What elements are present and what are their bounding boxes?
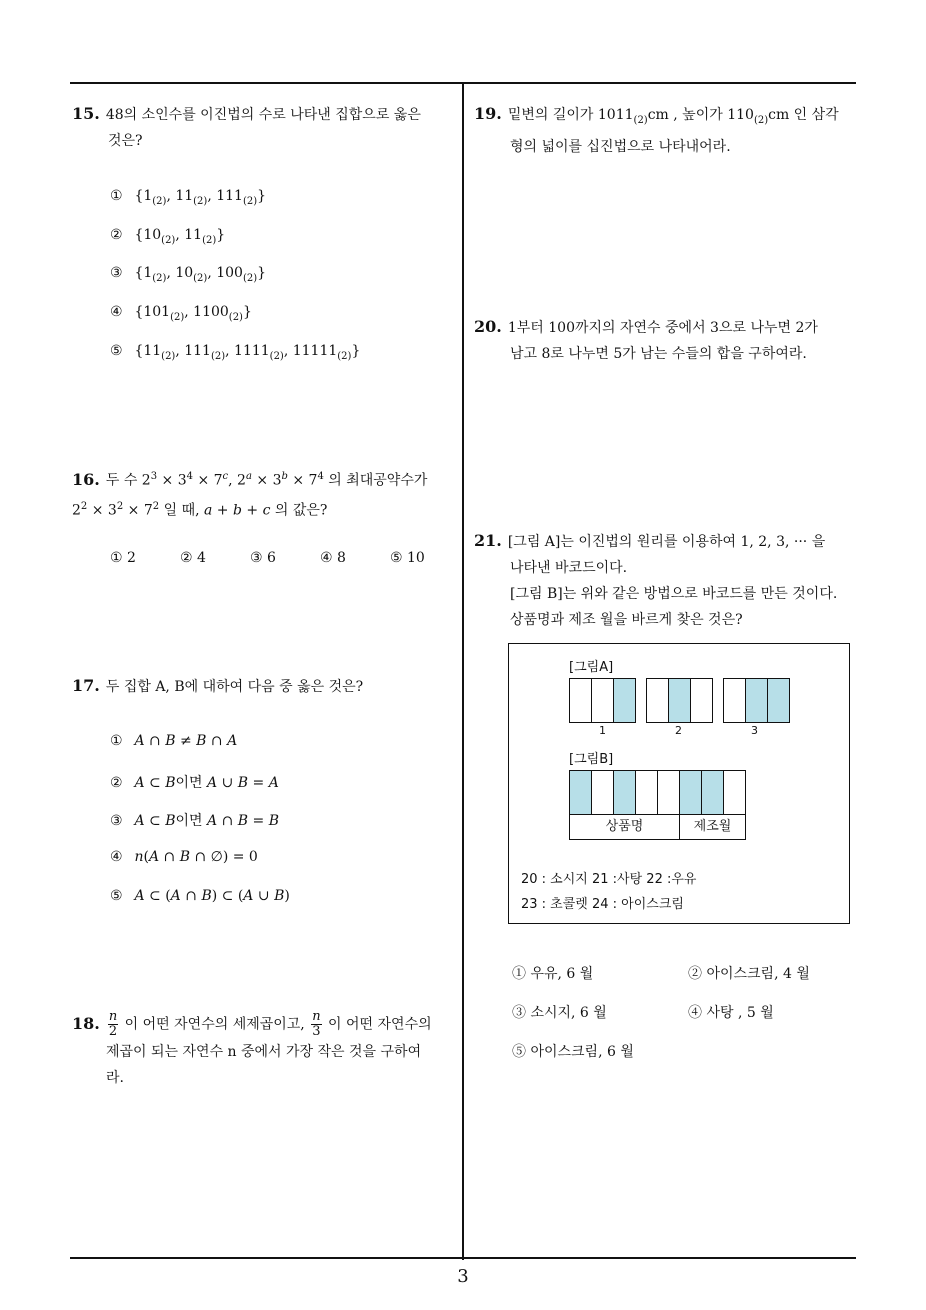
bar-1-label: 1 <box>599 724 606 737</box>
question-text-cont: 제곱이 되는 자연수 n 중에서 가장 작은 것을 구하여 <box>106 1044 422 1060</box>
option-17-1[interactable]: ① A ∩ B ≠ B ∩ A <box>110 733 238 749</box>
fraction-n-over-2: $\frac{n}{2}$ <box>108 1009 118 1039</box>
option-15-3[interactable]: ③ {$1_{(2)}$, $10_{(2)}$, $100_{(2)}$} <box>110 265 267 284</box>
option-text: 이면 <box>175 775 203 791</box>
bar-1-cell-1 <box>569 678 592 723</box>
question-number: 18. <box>72 1013 100 1033</box>
question-19: 19. 밑변의 길이가 $1011_{(2)}cm$ , 높이가 $110_{(2)}cm$ 인 삼각 형의 넓이를 십진법으로 나타내어라. <box>474 101 859 160</box>
option-label: ① <box>110 188 123 204</box>
question-text-cont: 나타낸 바코드이다. <box>510 560 628 576</box>
question-text: cm 인 삼각 <box>768 107 839 123</box>
bar-2-cell-1 <box>646 678 669 723</box>
bar-2-cell-2 <box>668 678 691 723</box>
bar-b-cell-8 <box>723 770 746 815</box>
option-label: ④ <box>110 304 123 320</box>
option-label: ⑤ <box>110 888 123 904</box>
option-text: 이면 <box>175 813 203 829</box>
option-15-5[interactable]: ⑤ {$11_{(2)}$, $111_{(2)}$, $1111_{(2)}$, $11111_{(2)}$} <box>110 343 361 362</box>
question-text: 1부터 100까지의 자연수 중에서 3으로 나누면 2가 <box>507 320 818 336</box>
option-17-3[interactable]: ③ A ⊂ B이면 A ∩ B = B <box>110 813 280 829</box>
question-text-cont: 남고 8로 나누면 5가 남는 수들의 합을 구하여라. <box>510 346 807 362</box>
month-caption <box>679 814 746 840</box>
bar-b-cell-5 <box>657 770 680 815</box>
bar-b-cell-3 <box>613 770 636 815</box>
bar-3-cell-1 <box>723 678 746 723</box>
option-label: ③ <box>110 265 123 281</box>
option-16-1[interactable]: ① 2 <box>110 550 136 566</box>
bar-b-cell-6 <box>679 770 702 815</box>
bar-b-cell-2 <box>591 770 614 815</box>
page-number: 3 <box>457 1266 469 1287</box>
question-text-cont: 라. <box>106 1070 124 1086</box>
bar-2-label: 2 <box>675 724 682 737</box>
option-15-2[interactable]: ② {$10_{(2)}$, $11_{(2)}$} <box>110 227 226 246</box>
question-text: 일 때, <box>163 502 200 519</box>
legend-line-1: 20 : 소시지 21 :사탕 22 :우유 <box>521 872 697 887</box>
question-text: 48의 소인수를 이진법의 수로 나타낸 집합으로 옳은 <box>105 107 421 123</box>
question-text: 두 수 <box>105 472 138 489</box>
month-caption-text: 제조월 <box>693 819 732 834</box>
option-21-3[interactable]: ③ 소시지, 6 월 <box>512 1005 607 1021</box>
bottom-rule <box>70 1257 856 1259</box>
option-17-5[interactable]: ⑤ A ⊂ (A ∩ B) ⊂ (A ∪ B) <box>110 888 290 904</box>
bar-3-label: 3 <box>751 724 758 737</box>
option-label: ① <box>110 733 123 749</box>
question-number: 16. <box>72 469 100 489</box>
question-21 <box>474 528 859 633</box>
option-label: ② <box>110 775 123 791</box>
question-text: 밑변의 길이가 <box>507 107 594 123</box>
question-text-cont: [그림 B]는 위와 같은 방법으로 바코드를 만든 것이다. <box>510 586 838 602</box>
figure-b-label: [그림B] <box>569 752 614 767</box>
option-label: ④ <box>110 849 123 865</box>
option-16-2[interactable]: ② 4 <box>180 550 206 566</box>
option-16-5[interactable]: ⑤ 10 <box>390 550 425 566</box>
question-18 <box>72 1010 462 1091</box>
bar-b-cell-4 <box>635 770 658 815</box>
question-17 <box>72 673 457 700</box>
question-number: 20. <box>474 317 502 336</box>
question-number: 15. <box>72 104 100 123</box>
option-16-3[interactable]: ③ 6 <box>250 550 276 566</box>
question-text-cont: 것은? <box>108 133 143 149</box>
option-21-5[interactable]: ⑤ 아이스크림, 6 월 <box>512 1044 634 1060</box>
option-15-1[interactable]: ① {$1_{(2)}$, $11_{(2)}$, $111_{(2)}$} <box>110 188 267 207</box>
legend-line-2: 23 : 초콜렛 24 : 아이스크림 <box>521 897 684 912</box>
option-21-2[interactable]: ② 아이스크림, 4 월 <box>688 966 810 982</box>
question-text: 두 집합 A, B에 대하여 다음 중 옳은 것은? <box>105 679 364 695</box>
option-16-4[interactable]: ④ 8 <box>320 550 346 566</box>
option-21-4[interactable]: ④ 사탕 , 5 월 <box>688 1005 774 1021</box>
product-caption-text: 상품명 <box>605 819 644 834</box>
question-text: [그림 A]는 이진법의 원리를 이용하여 1, 2, 3, ··· 을 <box>507 534 826 550</box>
question-number: 17. <box>72 676 100 695</box>
bar-b-cell-1 <box>569 770 592 815</box>
question-16: 16. 두 수 $2^3 \times 3^4 \times 7^c$, $2^a \times 3^b \times 7^4$ 의 최대공약수가 $2^2 \times 3^2 \times 7^2$ 일 때, a + b + c 의 값은? <box>72 469 428 519</box>
option-17-2[interactable]: ② A ⊂ B이면 A ∪ B = A <box>110 775 279 791</box>
bar-b-cell-7 <box>701 770 724 815</box>
product-caption <box>569 814 680 840</box>
figure-a-label: [그림A] <box>569 660 614 675</box>
option-21-1[interactable]: ① 우유, 6 월 <box>512 966 594 982</box>
question-text-cont: 상품명과 제조 월을 바르게 찾은 것은? <box>510 612 743 628</box>
option-label: ⑤ <box>110 343 123 359</box>
bar-3-cell-2 <box>745 678 768 723</box>
question-text-cont: 형의 넓이를 십진법으로 나타내어라. <box>510 138 731 155</box>
option-15-4[interactable]: ④ {$101_{(2)}$, $1100_{(2)}$} <box>110 304 252 323</box>
option-17-4[interactable]: ④ n(A ∩ B ∩ ∅) = 0 <box>110 849 258 865</box>
bar-1-cell-2 <box>591 678 614 723</box>
question-20 <box>474 314 859 367</box>
option-label: ③ <box>110 813 123 829</box>
question-text: 이 어떤 자연수의 <box>328 1016 432 1033</box>
barcode-figure <box>508 643 850 924</box>
bar-2-cell-3 <box>690 678 713 723</box>
bar-1-cell-3 <box>613 678 636 723</box>
question-text: cm , 높이가 <box>647 107 723 123</box>
bar-3-cell-3 <box>767 678 790 723</box>
question-text: 의 값은? <box>274 502 328 519</box>
question-number: 21. <box>474 531 502 550</box>
fraction-n-over-3: $\frac{n}{3}$ <box>312 1009 321 1039</box>
question-15 <box>72 101 457 154</box>
option-label: ② <box>110 227 123 243</box>
column-divider <box>462 82 464 1260</box>
question-text: 이 어떤 자연수의 세제곱이고, <box>124 1016 305 1033</box>
question-number: 19. <box>474 104 502 123</box>
question-text: 의 최대공약수가 <box>328 472 428 489</box>
